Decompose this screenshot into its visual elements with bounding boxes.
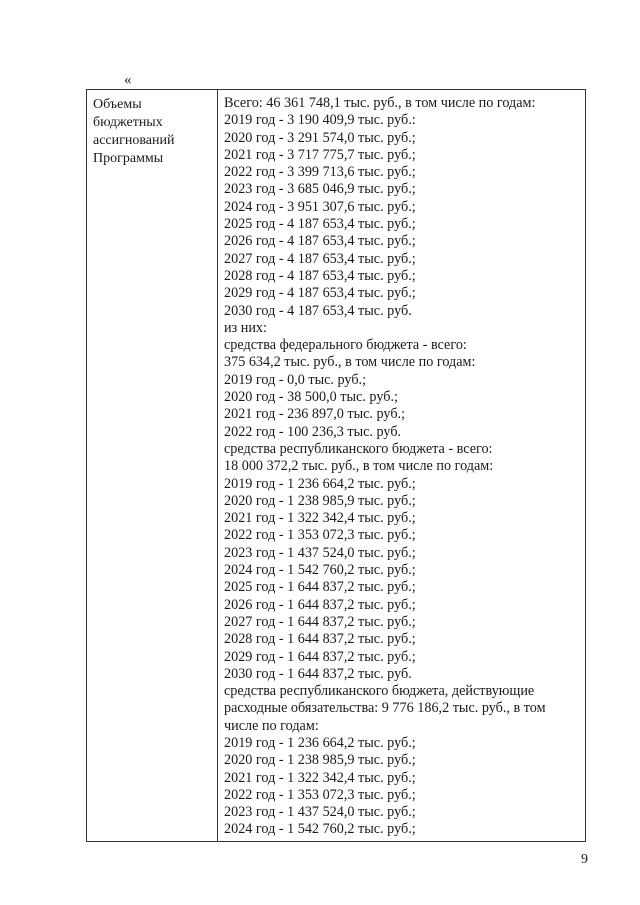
budget-line: 2021 год - 1 322 342,4 тыс. руб.; — [224, 769, 416, 786]
budget-line: 2028 год - 1 644 837,2 тыс. руб.; — [224, 631, 416, 648]
budget-line: 2021 год - 1 322 342,4 тыс. руб.; — [224, 510, 416, 527]
budget-details-cell — [224, 95, 582, 839]
budget-line: 2021 год - 3 717 775,7 тыс. руб.; — [224, 146, 416, 163]
budget-line: 2020 год - 1 238 985,9 тыс. руб.; — [224, 752, 416, 769]
budget-line: 2030 год - 4 187 653,4 тыс. руб. — [224, 302, 412, 319]
budget-line: 2019 год - 1 236 664,2 тыс. руб.; — [224, 734, 416, 751]
budget-line: 2024 год - 1 542 760,2 тыс. руб.; — [224, 821, 416, 838]
budget-line: 2026 год - 1 644 837,2 тыс. руб.; — [224, 596, 416, 613]
budget-line: числе по годам: — [224, 717, 319, 734]
budget-line: из них: — [224, 319, 267, 336]
budget-line: 2029 год - 1 644 837,2 тыс. руб.; — [224, 648, 416, 665]
budget-line: 2022 год - 3 399 713,6 тыс. руб.; — [224, 164, 416, 181]
budget-line: 2023 год - 1 437 524,0 тыс. руб.; — [224, 804, 416, 821]
budget-line: 2025 год - 1 644 837,2 тыс. руб.; — [224, 579, 416, 596]
budget-line: 2026 год - 4 187 653,4 тыс. руб.; — [224, 233, 416, 250]
row-label-line: бюджетных — [93, 115, 163, 130]
budget-line: средства республиканского бюджета - всего: — [224, 440, 493, 457]
budget-line: 2028 год - 4 187 653,4 тыс. руб.; — [224, 267, 416, 284]
budget-line: 2023 год - 3 685 046,9 тыс. руб.; — [224, 181, 416, 198]
budget-line: 375 634,2 тыс. руб., в том числе по годам: — [224, 354, 476, 371]
budget-line: 2021 год - 236 897,0 тыс. руб.; — [224, 406, 406, 423]
budget-line: 2022 год - 1 353 072,3 тыс. руб.; — [224, 527, 416, 544]
budget-line: 2024 год - 1 542 760,2 тыс. руб.; — [224, 562, 416, 579]
opening-quote-mark: « — [124, 72, 132, 88]
row-label-line: Программы — [93, 151, 164, 166]
budget-table — [86, 89, 586, 842]
budget-line: 2030 год - 1 644 837,2 тыс. руб. — [224, 665, 412, 682]
budget-line: 2019 год - 0,0 тыс. руб.; — [224, 371, 367, 388]
row-label-line: ассигнований — [93, 133, 175, 148]
budget-line: 2019 год - 1 236 664,2 тыс. руб.; — [224, 475, 416, 492]
budget-line: средства федерального бюджета - всего: — [224, 337, 467, 354]
budget-line: 2020 год - 3 291 574,0 тыс. руб.; — [224, 129, 416, 146]
budget-line: средства республиканского бюджета, действующие — [224, 683, 535, 700]
budget-line: 2024 год - 3 951 307,6 тыс. руб.; — [224, 198, 416, 215]
budget-line: 2027 год - 4 187 653,4 тыс. руб.; — [224, 250, 416, 267]
budget-line: 2020 год - 1 238 985,9 тыс. руб.; — [224, 492, 416, 509]
row-label-line: Объемы — [93, 97, 142, 112]
budget-line: 18 000 372,2 тыс. руб., в том числе по годам: — [224, 458, 494, 475]
budget-line: 2029 год - 4 187 653,4 тыс. руб.; — [224, 285, 416, 302]
budget-line: 2025 год - 4 187 653,4 тыс. руб.; — [224, 216, 416, 233]
budget-line: Всего: 46 361 748,1 тыс. руб., в том числе по годам: — [224, 95, 536, 111]
budget-line: 2022 год - 100 236,3 тыс. руб. — [224, 423, 402, 440]
budget-line: 2027 год - 1 644 837,2 тыс. руб.; — [224, 613, 416, 630]
row-label-cell — [93, 96, 213, 168]
budget-line: 2023 год - 1 437 524,0 тыс. руб.; — [224, 544, 416, 561]
budget-line: 2022 год - 1 353 072,3 тыс. руб.; — [224, 786, 416, 803]
page-number: 9 — [581, 852, 588, 867]
column-divider — [217, 90, 218, 841]
budget-line: 2020 год - 38 500,0 тыс. руб.; — [224, 389, 398, 406]
budget-line: расходные обязательства: 9 776 186,2 тыс. руб., в том — [224, 700, 546, 717]
budget-line: 2019 год - 3 190 409,9 тыс. руб.: — [224, 112, 416, 129]
